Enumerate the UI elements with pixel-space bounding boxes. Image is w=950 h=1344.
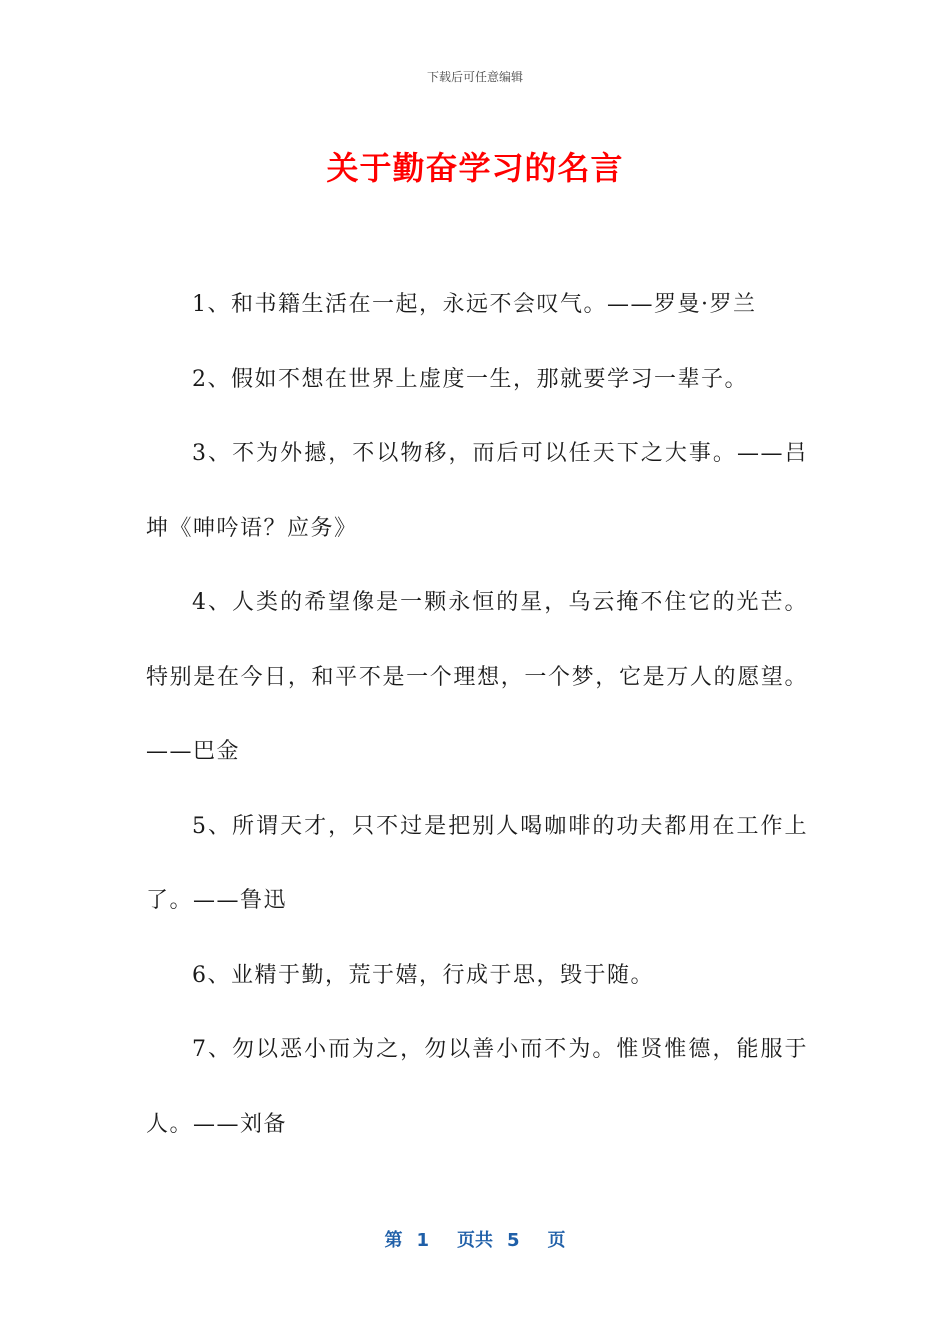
footer-prefix: 第 <box>384 1230 403 1251</box>
footer-total-pages: 5 <box>507 1230 520 1251</box>
quote-item-5: 5、所谓天才，只不过是把别人喝咖啡的功夫都用在工作上了。——鲁迅 <box>146 813 808 913</box>
quote-item-1: 1、和书籍生活在一起，永远不会叹气。——罗曼·罗兰 <box>192 292 757 317</box>
document-title: 关于勤奋学习的名言 <box>326 149 624 187</box>
quote-item-7: 7、勿以恶小而为之，勿以善小而不为。惟贤惟德，能服于人。——刘备 <box>146 1037 808 1137</box>
footer-current-page: 1 <box>416 1230 429 1251</box>
footer-middle: 页共 <box>457 1230 493 1251</box>
quote-item-2: 2、假如不想在世界上虚度一生，那就要学习一辈子。 <box>192 366 748 392</box>
header-note: 下载后可任意编辑 <box>426 70 523 84</box>
page-footer <box>0 1226 950 1252</box>
quote-item-4: 4、人类的希望像是一颗永恒的星，乌云掩不住它的光芒。特别是在今日，和平不是一个理想，一个梦，它是万人的愿望。——巴金 <box>146 590 808 764</box>
quote-item-6: 6、业精于勤，荒于嬉，行成于思，毁于随。 <box>192 962 654 988</box>
quote-item-3: 3、不为外撼，不以物移，而后可以任天下之大事。——吕坤《呻吟语？应务》 <box>146 441 808 541</box>
quote-list <box>146 268 808 1162</box>
footer-suffix: 页 <box>547 1230 566 1251</box>
